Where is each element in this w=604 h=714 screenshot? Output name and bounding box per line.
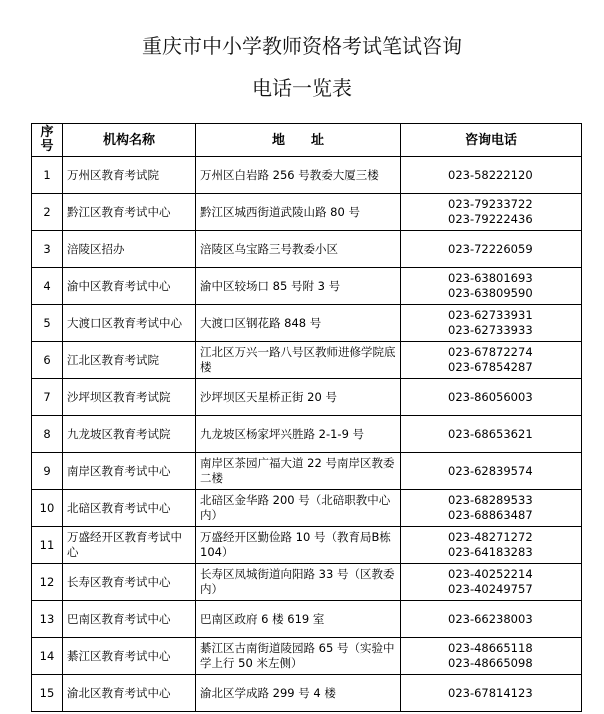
table-row (32, 675, 582, 712)
address: 九龙坡区杨家坪兴胜路 2-1-9 号 (196, 416, 401, 453)
row-number: 6 (32, 342, 63, 379)
column-header-address: 地 址 (196, 124, 401, 157)
address: 长寿区凤城街道向阳路 33 号（区教委内） (196, 564, 401, 601)
address: 綦江区古南街道陵园路 65 号（实验中学上行 50 米左侧） (196, 638, 401, 675)
phone-number: 023-79222436 (448, 212, 533, 226)
column-header-org: 机构名称 (63, 124, 196, 157)
row-number: 8 (32, 416, 63, 453)
org-name: 巴南区教育考试中心 (63, 601, 196, 638)
org-name: 南岸区教育考试中心 (63, 453, 196, 490)
phone-number: 023-48271272 (448, 530, 533, 544)
phone-cell (401, 379, 582, 416)
org-name: 涪陵区招办 (63, 231, 196, 268)
org-name: 渝中区教育考试中心 (63, 268, 196, 305)
table-header-row (32, 124, 582, 157)
phone-number: 023-62839574 (448, 463, 533, 478)
address: 渝北区学成路 299 号 4 楼 (196, 675, 401, 712)
address: 大渡口区钢花路 848 号 (196, 305, 401, 342)
row-number: 2 (32, 194, 63, 231)
phone-number: 023-68653621 (448, 426, 533, 441)
phone-number: 023-63801693 (448, 271, 533, 285)
page-title: 重庆市中小学教师资格考试笔试咨询 (142, 34, 462, 58)
phone-cell (401, 564, 582, 601)
phone-cell (401, 490, 582, 527)
phone-number: 023-62733931 (448, 308, 533, 322)
phone-cell (401, 601, 582, 638)
phone-cell (401, 453, 582, 490)
address: 黔江区城西街道武陵山路 80 号 (196, 194, 401, 231)
org-name: 长寿区教育考试中心 (63, 564, 196, 601)
phone-cell (401, 675, 582, 712)
row-number: 3 (32, 231, 63, 268)
row-number: 12 (32, 564, 63, 601)
phone-number: 023-67854287 (448, 360, 533, 374)
address: 万盛经开区勤俭路 10 号（教育局B栋 104） (196, 527, 401, 564)
org-name: 黔江区教育考试中心 (63, 194, 196, 231)
table-row (32, 490, 582, 527)
table-row (32, 416, 582, 453)
org-name: 渝北区教育考试中心 (63, 675, 196, 712)
org-name: 万州区教育考试院 (63, 157, 196, 194)
phone-cell (401, 194, 582, 231)
address: 南岸区茶园广福大道 22 号南岸区教委二楼 (196, 453, 401, 490)
phone-number: 023-48665118 (448, 641, 533, 655)
phone-number: 023-79233722 (448, 197, 533, 211)
phone-cell (401, 231, 582, 268)
row-number: 11 (32, 527, 63, 564)
page-subtitle: 电话一览表 (252, 76, 352, 100)
phone-number: 023-40249757 (448, 582, 533, 596)
table-row (32, 379, 582, 416)
phone-number: 023-86056003 (448, 389, 533, 404)
org-name: 万盛经开区教育考试中心 (63, 527, 196, 564)
address: 江北区万兴一路八号区教师进修学院底楼 (196, 342, 401, 379)
table-row (32, 601, 582, 638)
row-number: 9 (32, 453, 63, 490)
table-row (32, 453, 582, 490)
phone-number: 023-48665098 (448, 656, 533, 670)
column-header-no: 序 号 (32, 124, 63, 157)
phone-cell (401, 638, 582, 675)
phone-cell (401, 268, 582, 305)
phone-number: 023-72226059 (448, 241, 533, 256)
table-row (32, 305, 582, 342)
phone-cell (401, 157, 582, 194)
table-row (32, 268, 582, 305)
table-row (32, 157, 582, 194)
address: 北碚区金华路 200 号（北碚职教中心内） (196, 490, 401, 527)
phone-number: 023-63809590 (448, 286, 533, 300)
table-row (32, 342, 582, 379)
phone-number: 023-66238003 (448, 611, 533, 626)
table-row (32, 638, 582, 675)
phone-cell (401, 527, 582, 564)
table-row (32, 564, 582, 601)
phone-number: 023-40252214 (448, 567, 533, 581)
phone-number: 023-62733933 (448, 323, 533, 337)
consultation-phone-table (31, 123, 582, 712)
phone-number: 023-67814123 (448, 685, 533, 700)
phone-number: 023-68863487 (448, 508, 533, 522)
phone-number: 023-68289533 (448, 493, 533, 507)
address: 沙坪坝区天星桥正街 20 号 (196, 379, 401, 416)
row-number: 15 (32, 675, 63, 712)
row-number: 4 (32, 268, 63, 305)
table-row (32, 527, 582, 564)
org-name: 沙坪坝区教育考试院 (63, 379, 196, 416)
phone-number: 023-67872274 (448, 345, 533, 359)
phone-number: 023-64183283 (448, 545, 533, 559)
column-header-phone: 咨询电话 (401, 124, 582, 157)
phone-cell (401, 416, 582, 453)
address: 涪陵区乌宝路三号教委小区 (196, 231, 401, 268)
row-number: 7 (32, 379, 63, 416)
org-name: 九龙坡区教育考试院 (63, 416, 196, 453)
row-number: 5 (32, 305, 63, 342)
phone-cell (401, 342, 582, 379)
phone-number: 023-58222120 (448, 167, 533, 182)
table-row (32, 231, 582, 268)
org-name: 綦江区教育考试中心 (63, 638, 196, 675)
row-number: 1 (32, 157, 63, 194)
row-number: 14 (32, 638, 63, 675)
org-name: 北碚区教育考试中心 (63, 490, 196, 527)
address: 渝中区较场口 85 号附 3 号 (196, 268, 401, 305)
address: 万州区白岩路 256 号教委大厦三楼 (196, 157, 401, 194)
phone-cell (401, 305, 582, 342)
org-name: 江北区教育考试院 (63, 342, 196, 379)
address: 巴南区政府 6 楼 619 室 (196, 601, 401, 638)
row-number: 10 (32, 490, 63, 527)
row-number: 13 (32, 601, 63, 638)
org-name: 大渡口区教育考试中心 (63, 305, 196, 342)
table-row (32, 194, 582, 231)
